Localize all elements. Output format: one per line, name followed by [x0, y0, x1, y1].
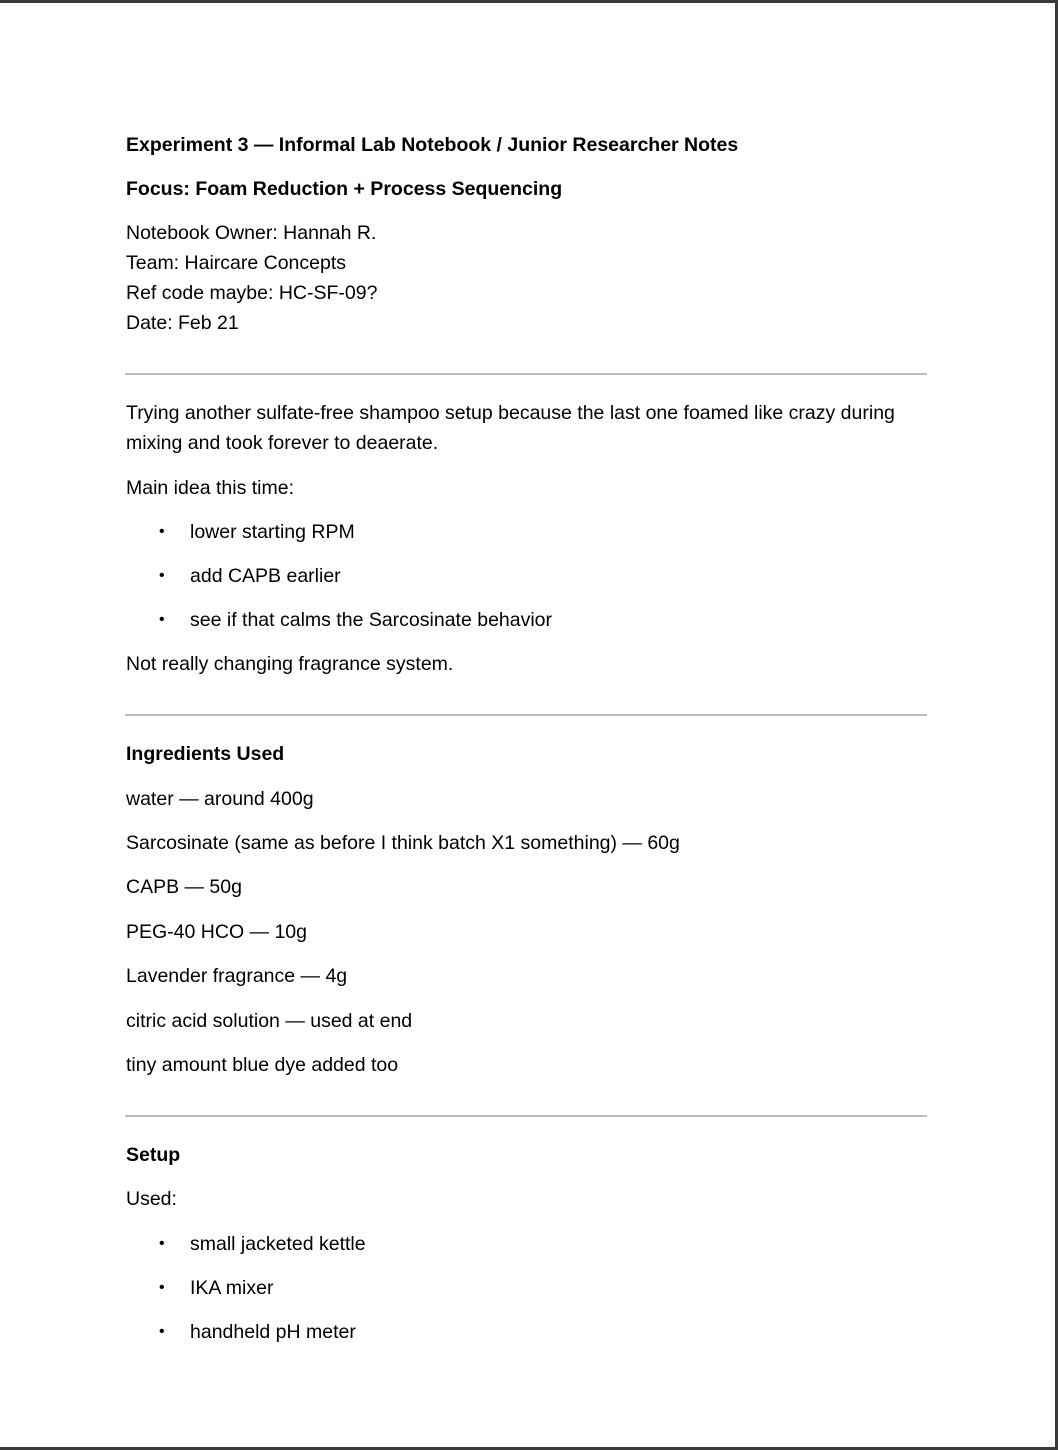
section-divider	[125, 1115, 927, 1117]
equipment-list	[126, 1229, 928, 1347]
meta-owner: Notebook Owner: Hannah R.	[126, 222, 377, 244]
document-title: Experiment 3 — Informal Lab Notebook / Junior Researcher Notes	[126, 134, 739, 156]
bullet-icon: •	[159, 523, 165, 540]
bullet-icon: •	[159, 567, 165, 584]
section-divider	[125, 714, 927, 716]
list-item: • add CAPB earlier	[126, 561, 928, 591]
intro-paragraph: Trying another sulfate-free shampoo setup because the last one foamed like crazy during mixing and took forever to deaerate.	[126, 402, 895, 454]
list-item: • see if that calms the Sarcosinate behavior	[126, 605, 928, 635]
bullet-icon: •	[159, 611, 165, 628]
list-item: • handheld pH meter	[126, 1317, 928, 1347]
bullet-icon: •	[159, 1323, 165, 1340]
meta-ref: Ref code maybe: HC-SF-09?	[126, 282, 378, 304]
ingredient-item: PEG-40 HCO — 10g	[126, 921, 307, 943]
ingredient-item: CAPB — 50g	[126, 876, 242, 898]
main-idea-label: Main idea this time:	[126, 477, 294, 499]
intro-note: Not really changing fragrance system.	[126, 653, 454, 675]
meta-block	[126, 218, 928, 338]
list-item: • lower starting RPM	[126, 517, 928, 547]
ingredient-item: citric acid solution — used at end	[126, 1010, 413, 1032]
bullet-icon: •	[159, 1235, 165, 1252]
ingredient-item: Sarcosinate (same as before I think batch X1 something) — 60g	[126, 832, 680, 854]
setup-used-label: Used:	[126, 1188, 177, 1210]
document-content	[126, 130, 928, 1347]
ingredient-item: water — around 400g	[126, 788, 314, 810]
bullet-icon: •	[159, 1279, 165, 1296]
meta-team: Team: Haircare Concepts	[126, 252, 347, 274]
ingredient-item: tiny amount blue dye added too	[126, 1054, 399, 1076]
setup-heading: Setup	[126, 1144, 181, 1166]
ingredients-heading: Ingredients Used	[126, 743, 285, 765]
meta-date: Date: Feb 21	[126, 312, 239, 334]
ingredient-item: Lavender fragrance — 4g	[126, 965, 348, 987]
list-item: • small jacketed kettle	[126, 1229, 928, 1259]
idea-list	[126, 517, 928, 635]
list-item: • IKA mixer	[126, 1273, 928, 1303]
section-divider	[125, 373, 927, 375]
document-focus: Focus: Foam Reduction + Process Sequencing	[126, 178, 563, 200]
